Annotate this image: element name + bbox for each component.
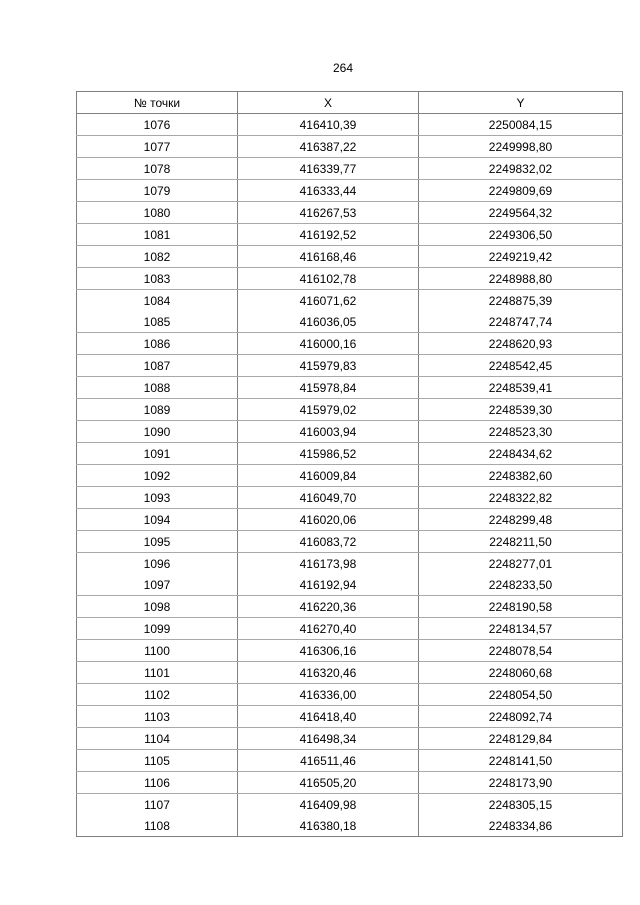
cell-x: 416387,22 xyxy=(238,136,419,158)
cell-x: 416498,34 xyxy=(238,728,419,750)
cell-point-number: 1108 xyxy=(77,815,238,837)
cell-y: 2248054,50 xyxy=(419,684,623,706)
cell-x: 416418,40 xyxy=(238,706,419,728)
cell-point-number: 1104 xyxy=(77,728,238,750)
table-row xyxy=(77,815,623,837)
cell-point-number: 1084 xyxy=(77,290,238,312)
cell-x: 416049,70 xyxy=(238,487,419,509)
cell-y: 2248134,57 xyxy=(419,618,623,640)
cell-y: 2249306,50 xyxy=(419,224,623,246)
table-row xyxy=(77,224,623,246)
cell-y: 2248539,41 xyxy=(419,377,623,399)
cell-x: 416083,72 xyxy=(238,531,419,553)
cell-x: 416380,18 xyxy=(238,815,419,837)
cell-y: 2248078,54 xyxy=(419,640,623,662)
header-y: Y xyxy=(419,92,623,114)
cell-x: 416511,46 xyxy=(238,750,419,772)
cell-point-number: 1107 xyxy=(77,794,238,816)
cell-x: 416192,94 xyxy=(238,574,419,596)
table-row xyxy=(77,728,623,750)
cell-point-number: 1101 xyxy=(77,662,238,684)
cell-x: 416333,44 xyxy=(238,180,419,202)
cell-point-number: 1094 xyxy=(77,509,238,531)
table-row xyxy=(77,114,623,136)
cell-point-number: 1099 xyxy=(77,618,238,640)
table-row xyxy=(77,531,623,553)
cell-y: 2248322,82 xyxy=(419,487,623,509)
table-row xyxy=(77,136,623,158)
cell-x: 416320,46 xyxy=(238,662,419,684)
cell-point-number: 1077 xyxy=(77,136,238,158)
header-point-number: № точки xyxy=(77,92,238,114)
cell-point-number: 1093 xyxy=(77,487,238,509)
table-row xyxy=(77,706,623,728)
cell-x: 416505,20 xyxy=(238,772,419,794)
table-row xyxy=(77,618,623,640)
table-row xyxy=(77,377,623,399)
cell-y: 2248277,01 xyxy=(419,553,623,575)
table-row xyxy=(77,246,623,268)
cell-y: 2248875,39 xyxy=(419,290,623,312)
table-header-row xyxy=(77,92,623,114)
cell-x: 416409,98 xyxy=(238,794,419,816)
cell-x: 415979,02 xyxy=(238,399,419,421)
cell-x: 416220,36 xyxy=(238,596,419,618)
cell-x: 416102,78 xyxy=(238,268,419,290)
cell-y: 2248747,74 xyxy=(419,311,623,333)
cell-x: 416267,53 xyxy=(238,202,419,224)
cell-y: 2248988,80 xyxy=(419,268,623,290)
table-row xyxy=(77,158,623,180)
cell-y: 2248233,50 xyxy=(419,574,623,596)
cell-point-number: 1095 xyxy=(77,531,238,553)
table-row xyxy=(77,794,623,816)
cell-x: 416339,77 xyxy=(238,158,419,180)
cell-y: 2249832,02 xyxy=(419,158,623,180)
cell-x: 416020,06 xyxy=(238,509,419,531)
table-row xyxy=(77,553,623,575)
cell-y: 2248539,30 xyxy=(419,399,623,421)
table-row xyxy=(77,202,623,224)
cell-y: 2248060,68 xyxy=(419,662,623,684)
cell-x: 416306,16 xyxy=(238,640,419,662)
cell-x: 416270,40 xyxy=(238,618,419,640)
cell-y: 2249219,42 xyxy=(419,246,623,268)
cell-x: 416003,94 xyxy=(238,421,419,443)
cell-x: 416071,62 xyxy=(238,290,419,312)
table-row xyxy=(77,399,623,421)
cell-x: 415978,84 xyxy=(238,377,419,399)
cell-point-number: 1092 xyxy=(77,465,238,487)
cell-y: 2248211,50 xyxy=(419,531,623,553)
cell-y: 2248434,62 xyxy=(419,443,623,465)
table-row xyxy=(77,640,623,662)
cell-y: 2248190,58 xyxy=(419,596,623,618)
cell-y: 2249809,69 xyxy=(419,180,623,202)
cell-point-number: 1097 xyxy=(77,574,238,596)
table-row xyxy=(77,355,623,377)
cell-point-number: 1106 xyxy=(77,772,238,794)
cell-y: 2248334,86 xyxy=(419,815,623,837)
cell-point-number: 1088 xyxy=(77,377,238,399)
table-row xyxy=(77,509,623,531)
table-row xyxy=(77,596,623,618)
cell-x: 415986,52 xyxy=(238,443,419,465)
cell-point-number: 1078 xyxy=(77,158,238,180)
cell-y: 2248299,48 xyxy=(419,509,623,531)
table-row xyxy=(77,465,623,487)
cell-x: 416168,46 xyxy=(238,246,419,268)
cell-x: 416173,98 xyxy=(238,553,419,575)
coordinates-table xyxy=(76,91,623,837)
cell-point-number: 1090 xyxy=(77,421,238,443)
cell-x: 416410,39 xyxy=(238,114,419,136)
cell-y: 2248382,60 xyxy=(419,465,623,487)
cell-y: 2248173,90 xyxy=(419,772,623,794)
cell-point-number: 1100 xyxy=(77,640,238,662)
table-row xyxy=(77,487,623,509)
cell-point-number: 1096 xyxy=(77,553,238,575)
cell-point-number: 1087 xyxy=(77,355,238,377)
table-row xyxy=(77,772,623,794)
table-row xyxy=(77,443,623,465)
cell-y: 2248620,93 xyxy=(419,333,623,355)
cell-point-number: 1081 xyxy=(77,224,238,246)
cell-x: 416192,52 xyxy=(238,224,419,246)
table-row xyxy=(77,268,623,290)
cell-point-number: 1083 xyxy=(77,268,238,290)
cell-y: 2249564,32 xyxy=(419,202,623,224)
cell-y: 2248141,50 xyxy=(419,750,623,772)
cell-point-number: 1085 xyxy=(77,311,238,333)
table-row xyxy=(77,333,623,355)
cell-y: 2248305,15 xyxy=(419,794,623,816)
cell-point-number: 1098 xyxy=(77,596,238,618)
cell-point-number: 1103 xyxy=(77,706,238,728)
cell-y: 2248092,74 xyxy=(419,706,623,728)
cell-point-number: 1089 xyxy=(77,399,238,421)
cell-point-number: 1079 xyxy=(77,180,238,202)
cell-point-number: 1102 xyxy=(77,684,238,706)
cell-point-number: 1086 xyxy=(77,333,238,355)
table-row xyxy=(77,311,623,333)
page-number: 264 xyxy=(332,61,354,75)
cell-y: 2249998,80 xyxy=(419,136,623,158)
table-row xyxy=(77,662,623,684)
table-row xyxy=(77,750,623,772)
cell-point-number: 1080 xyxy=(77,202,238,224)
table-row xyxy=(77,421,623,443)
table-row xyxy=(77,684,623,706)
cell-point-number: 1082 xyxy=(77,246,238,268)
cell-point-number: 1105 xyxy=(77,750,238,772)
cell-x: 415979,83 xyxy=(238,355,419,377)
table-row xyxy=(77,180,623,202)
cell-y: 2250084,15 xyxy=(419,114,623,136)
cell-point-number: 1076 xyxy=(77,114,238,136)
table-body xyxy=(77,114,623,837)
cell-x: 416009,84 xyxy=(238,465,419,487)
cell-x: 416000,16 xyxy=(238,333,419,355)
cell-x: 416036,05 xyxy=(238,311,419,333)
cell-x: 416336,00 xyxy=(238,684,419,706)
cell-y: 2248129,84 xyxy=(419,728,623,750)
table-row xyxy=(77,290,623,312)
cell-y: 2248542,45 xyxy=(419,355,623,377)
table-row xyxy=(77,574,623,596)
cell-point-number: 1091 xyxy=(77,443,238,465)
cell-y: 2248523,30 xyxy=(419,421,623,443)
header-x: X xyxy=(238,92,419,114)
